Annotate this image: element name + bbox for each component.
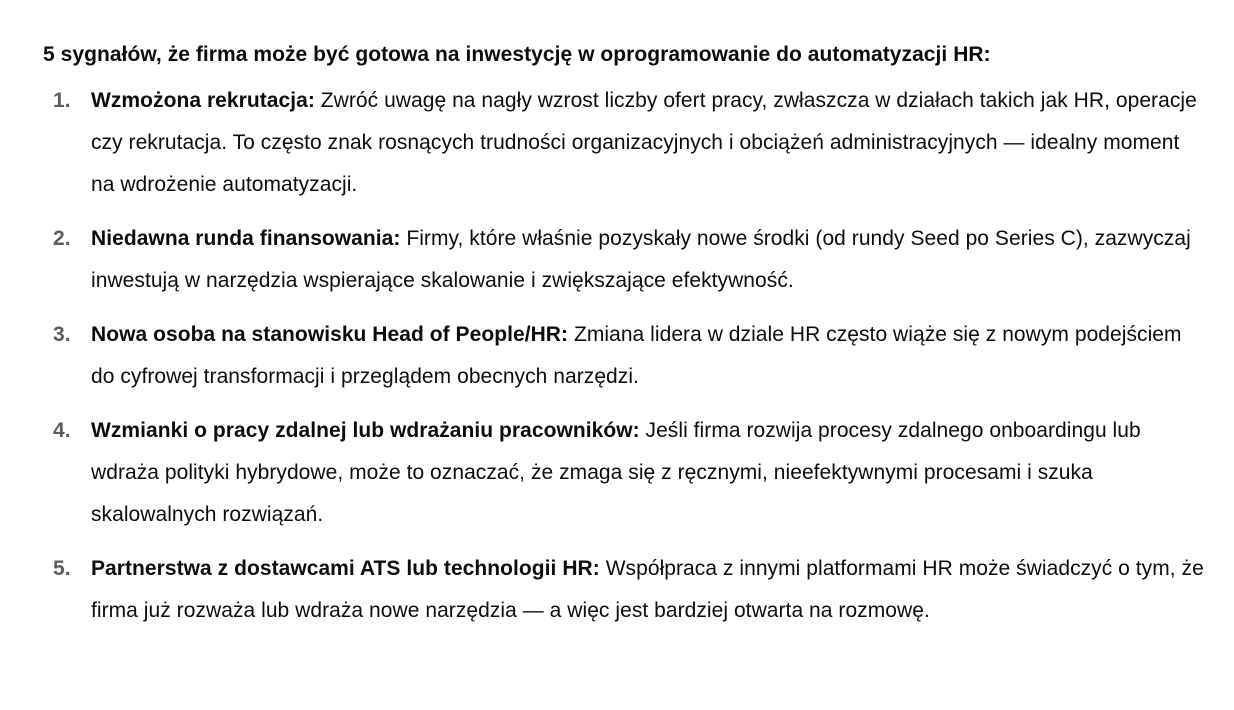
list-heading: 5 sygnałów, że firma może być gotowa na inwestycję w oprogramowanie do automatyzacji HR: xyxy=(43,43,991,66)
list-item-text: Zwróć uwagę na nagły wzrost liczby ofert pracy, zwłaszcza w działach takich jak HR, operacje czy rekrutacja. To często znak rosnących trudności organizacyjnych i obciążeń administracyjnych — idealny moment na wdrożenie automatyzacji. xyxy=(91,89,1197,196)
list-item-text: Firmy, które właśnie pozyskały nowe środki (od rundy Seed po Series C), zazwyczaj inwestują w narzędzia wspierające skalowanie i zwiększające efektywność. xyxy=(91,227,1191,292)
list-item-title: Niedawna runda finansowania: xyxy=(91,227,407,250)
list-item-title: Wzmianki o pracy zdalnej lub wdrażaniu pracowników: xyxy=(91,419,646,442)
list-item-number: 4. xyxy=(53,419,71,442)
signals-list xyxy=(43,80,1208,632)
list-item xyxy=(43,314,1208,398)
list-item-text: Zmiana lidera w dziale HR często wiąże się z nowym podejściem do cyfrowej transformacji i przeglądem obecnych narzędzi. xyxy=(91,323,1182,388)
list-item xyxy=(43,410,1208,536)
list-item-title: Wzmożona rekrutacja: xyxy=(91,89,321,112)
list-item-number: 1. xyxy=(53,89,71,112)
list-item xyxy=(43,218,1208,302)
list-item-title: Nowa osoba na stanowisku Head of People/HR: xyxy=(91,323,574,346)
message-content xyxy=(43,38,1208,644)
list-item-number: 5. xyxy=(53,557,71,580)
list-item-text: Jeśli firma rozwija procesy zdalnego onboardingu lub wdraża polityki hybrydowe, może to oznaczać, że zmaga się z ręcznymi, nieefektywnymi procesami i szuka skalowalnych rozwiązań. xyxy=(91,419,1141,526)
list-item-number: 3. xyxy=(53,323,71,346)
list-item-number: 2. xyxy=(53,227,71,250)
list-item xyxy=(43,80,1208,206)
list-item-title: Partnerstwa z dostawcami ATS lub technologii HR: xyxy=(91,557,606,580)
list-item xyxy=(43,548,1208,632)
list-item-text: Współpraca z innymi platformami HR może świadczyć o tym, że firma już rozważa lub wdraża nowe narzędzia — a więc jest bardziej otwarta na rozmowę. xyxy=(91,557,1204,622)
